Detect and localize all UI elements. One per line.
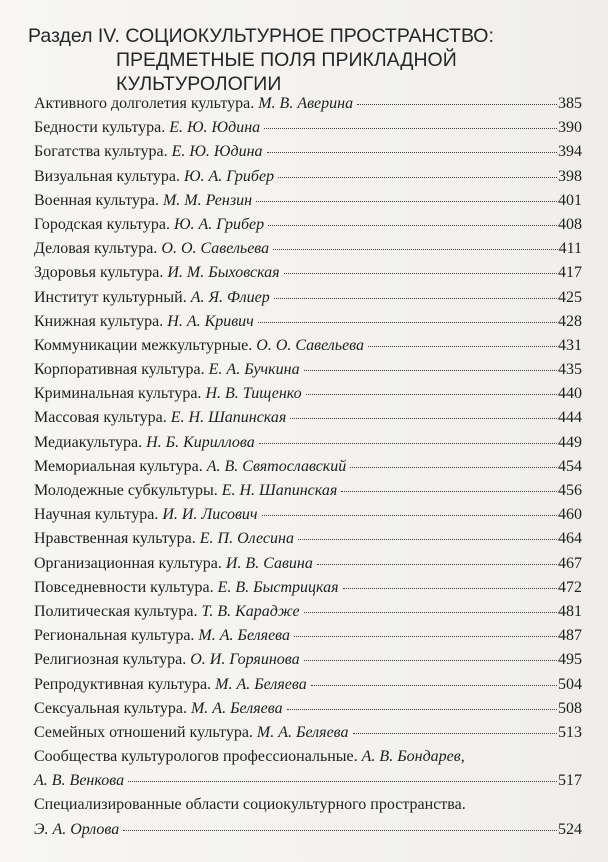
toc-entry[interactable] <box>34 406 582 430</box>
toc-entry-author: А. В. Святославский <box>206 457 347 475</box>
toc-entry[interactable] <box>34 213 582 237</box>
toc-entry-page: 472 <box>558 578 582 596</box>
toc-entry[interactable] <box>34 721 582 745</box>
toc-entry-page: 467 <box>558 554 582 572</box>
toc-entry-author: Н. В. Тищенко <box>205 385 302 403</box>
toc-entry-author: Е. Н. Шапинская <box>170 409 287 427</box>
toc-entry-author: М. А. Беляева <box>215 675 307 693</box>
toc-entry-author: Е. Н. Шапинская <box>221 482 338 499</box>
toc-entry-title: Корпоративная культура. <box>34 361 205 379</box>
toc-entry-page: 401 <box>558 191 582 209</box>
toc-entry-author: Е. Ю. Юдина <box>171 143 263 161</box>
toc-entry-author: И. В. Савина <box>225 554 313 572</box>
toc-entry-author: М. А. Беляева <box>190 699 283 717</box>
toc-entry-page: 417 <box>558 264 582 282</box>
toc-entry[interactable] <box>34 648 582 672</box>
toc-entry-title: Криминальная культура. <box>34 385 202 403</box>
toc-entry-page: 428 <box>558 312 582 330</box>
toc-entry-title: Политическая культура. <box>34 602 198 620</box>
toc-entry-page: 495 <box>558 651 582 669</box>
dot-leader <box>128 780 557 782</box>
dot-leader <box>343 587 557 589</box>
toc-entry-page: 411 <box>558 240 582 258</box>
toc-entry-title: Нравственная культура. <box>34 530 196 548</box>
toc-entry-author: О. О. Савельева <box>161 240 270 258</box>
toc-entry-author: Т. В. Карадже <box>201 602 300 620</box>
dot-leader <box>258 321 557 323</box>
toc-entry-author: О. И. Горяинова <box>190 651 300 669</box>
toc-entry[interactable] <box>34 261 582 285</box>
toc-entry-page: 385 <box>558 95 582 112</box>
toc-entry-page: 481 <box>558 602 582 620</box>
toc-entry-wrapped-line-1[interactable] <box>34 745 582 769</box>
toc-entry-title: Научная культура. <box>34 506 159 524</box>
toc-entry-author: А. В. Бондарев, <box>361 748 465 766</box>
toc-entry-page: 440 <box>558 385 582 403</box>
toc-entry-page: 444 <box>558 409 582 427</box>
toc-entry-author: А. Я. Флиер <box>190 288 270 306</box>
toc-entry-title: Медиакультура. <box>34 433 143 451</box>
dot-leader <box>294 635 557 637</box>
toc-entry-page: 517 <box>558 772 582 790</box>
dot-leader <box>298 538 557 540</box>
toc-entry[interactable] <box>34 455 582 479</box>
dot-leader <box>304 659 557 661</box>
toc-entry-title: Коммуникации межкультурные. <box>34 336 253 354</box>
toc-entry-author: М. В. Аверина <box>258 95 354 112</box>
toc-entry-title: Повседневности культура. <box>34 578 214 596</box>
dot-leader <box>273 248 557 250</box>
toc-entry-page: 435 <box>558 361 582 379</box>
toc-entry-title: Бедности культура. <box>34 119 166 137</box>
toc-entry-title: Региональная культура. <box>34 627 195 645</box>
toc-entry[interactable] <box>34 189 582 213</box>
dot-leader <box>317 563 557 565</box>
toc-entry[interactable] <box>34 600 582 624</box>
toc-entry[interactable] <box>34 552 582 576</box>
toc-entry-title: Институт культурный. <box>34 288 187 306</box>
toc-entry-page: 513 <box>558 723 582 741</box>
toc-entry-title: Религиозная культура. <box>34 651 187 669</box>
toc-entry-author: Ю. А. Грибер <box>183 167 275 185</box>
toc-entry[interactable] <box>34 527 582 551</box>
toc-entry[interactable] <box>34 116 582 140</box>
toc-entry-page: 504 <box>558 675 582 693</box>
toc-entry-title: Здоровья культура. <box>34 264 164 282</box>
dot-leader <box>353 732 557 734</box>
toc-entry-author: А. В. Венкова <box>34 772 125 790</box>
toc-entry[interactable] <box>34 503 582 527</box>
toc-entry-title: Массовая культура. <box>34 409 167 427</box>
toc-entry[interactable] <box>34 92 582 116</box>
toc-entry-page: 408 <box>558 215 582 233</box>
dot-leader <box>304 611 557 613</box>
toc-entry-author: М. М. Рензин <box>162 191 253 209</box>
toc-entry-title: Книжная культура. <box>34 312 164 330</box>
dot-leader <box>341 490 557 492</box>
toc-entry[interactable] <box>34 286 582 310</box>
toc-entry-author: Е. В. Быстрицкая <box>217 578 339 596</box>
toc-entry-wrapped-line-2[interactable] <box>34 769 582 793</box>
dot-leader <box>268 224 557 226</box>
toc-entry-page: 449 <box>558 433 582 451</box>
toc-entry-title: Сексуальная культура. <box>34 699 187 717</box>
toc-entry-author: И. И. Лисович <box>162 506 258 524</box>
table-of-contents <box>34 92 582 842</box>
dot-leader <box>262 514 557 516</box>
toc-entry-page: 425 <box>558 288 582 306</box>
toc-entry-title: Активного долголетия культура. <box>34 95 255 112</box>
dot-leader <box>278 176 557 178</box>
dot-leader <box>267 151 557 153</box>
dot-leader <box>304 369 557 371</box>
toc-entry-page: 394 <box>558 143 582 161</box>
toc-entry-page: 390 <box>558 119 582 137</box>
dot-leader <box>123 829 557 831</box>
toc-entry-author: Е. П. Олесина <box>199 530 294 548</box>
toc-entry-title: Сообщества культурологов профессиональные. <box>34 748 358 766</box>
toc-entry-author: М. А. Беляева <box>256 723 349 741</box>
toc-entry[interactable] <box>34 165 582 189</box>
dot-leader <box>256 200 557 202</box>
section-heading-line-2: ПРЕДМЕТНЫЕ ПОЛЯ ПРИКЛАДНОЙ КУЛЬТУРОЛОГИИ <box>116 49 457 95</box>
toc-entry-title: Богатства культура. <box>34 143 168 161</box>
toc-entry[interactable] <box>34 431 582 455</box>
toc-entry-author: Е. Ю. Юдина <box>169 119 261 137</box>
toc-entry-author: Н. А. Кривич <box>167 312 254 330</box>
toc-entry-title: Деловая культура. <box>34 240 158 258</box>
toc-entry-title: Организационная культура. <box>34 554 222 572</box>
dot-leader <box>284 272 557 274</box>
toc-entry[interactable] <box>34 382 582 406</box>
toc-entry-page: 464 <box>558 530 582 548</box>
toc-entry-author: М. А. Беляева <box>198 627 291 645</box>
toc-entry-author: Е. А. Бучкина <box>208 361 300 379</box>
toc-entry-page: 454 <box>558 457 582 475</box>
toc-entry-author: Э. А. Орлова <box>34 820 120 838</box>
dot-leader <box>264 127 557 129</box>
toc-entry-title: Репродуктивная культура. <box>34 675 212 693</box>
toc-entry[interactable] <box>34 576 582 600</box>
toc-entry[interactable] <box>34 140 582 164</box>
toc-entry-title: Визуальная культура. <box>34 167 180 185</box>
dot-leader <box>368 345 557 347</box>
dot-leader <box>311 684 557 686</box>
toc-entry-author: Ю. А. Грибер <box>174 215 265 233</box>
toc-entry-wrapped-line-1[interactable] <box>34 793 582 817</box>
dot-leader <box>290 417 557 419</box>
toc-entry-page: 524 <box>558 820 582 838</box>
toc-entry-title: Семейных отношений культура. <box>34 723 253 741</box>
toc-entry[interactable] <box>34 334 582 358</box>
dot-leader <box>357 103 557 105</box>
section-heading <box>28 24 588 96</box>
dot-leader <box>287 708 557 710</box>
toc-entry-title: Военная культура. <box>34 191 159 209</box>
toc-entry[interactable] <box>34 479 582 503</box>
toc-entry-page: 460 <box>558 506 582 524</box>
toc-entry-title: Молодежные субкультуры. <box>34 482 218 499</box>
toc-entry-page: 456 <box>558 482 582 499</box>
toc-entry-title: Мемориальная культура. <box>34 457 203 475</box>
dot-leader <box>306 393 557 395</box>
toc-entry-author: И. М. Быховская <box>167 264 280 282</box>
toc-entry-page: 487 <box>558 627 582 645</box>
dot-leader <box>274 297 557 299</box>
toc-entry[interactable] <box>34 310 582 334</box>
toc-entry-wrapped-line-2[interactable] <box>34 818 582 842</box>
toc-entry[interactable] <box>34 673 582 697</box>
section-heading-line-1: Раздел IV. СОЦИОКУЛЬТУРНОЕ ПРОСТРАНСТВО: <box>28 25 494 47</box>
toc-entry-title: Специализированные области социокультурного пространства. <box>34 796 466 814</box>
toc-entry[interactable] <box>34 237 582 261</box>
toc-entry-page: 431 <box>558 336 582 354</box>
toc-entry-title: Городская культура. <box>34 215 171 233</box>
toc-entry-author: Н. Б. Кириллова <box>146 433 255 451</box>
dot-leader <box>350 466 557 468</box>
toc-entry[interactable] <box>34 358 582 382</box>
toc-entry[interactable] <box>34 697 582 721</box>
dot-leader <box>259 442 557 444</box>
toc-entry-page: 398 <box>558 167 582 185</box>
toc-entry-page: 508 <box>558 699 582 717</box>
toc-entry-author: О. О. Савельева <box>256 336 364 354</box>
toc-entry[interactable] <box>34 624 582 648</box>
